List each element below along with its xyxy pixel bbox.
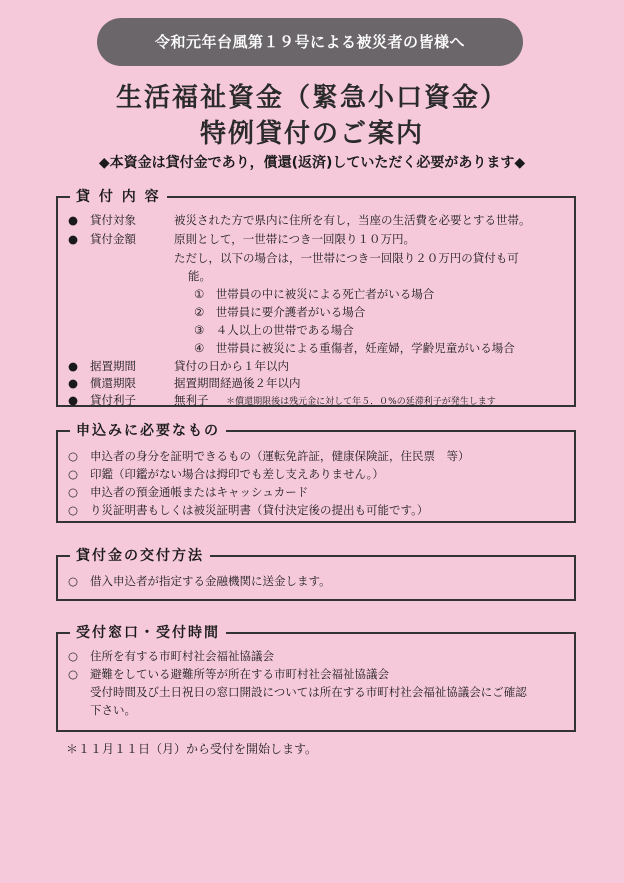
required-items-box (56, 423, 576, 523)
reception-item: ○ 住所を有する市町村社会福祉協議会 (68, 649, 274, 663)
title-line2: 特例貸付のご案内 (199, 119, 424, 149)
title-line1: 生活福祉資金（緊急小口資金） (115, 83, 508, 113)
reception-box (56, 625, 576, 732)
delivery-item: ○ 借入申込者が指定する金融機関に送金します。 (68, 574, 331, 588)
delivery-method-box (56, 548, 576, 601)
delivery-method-heading: 貸付金の交付方法 (70, 545, 210, 565)
reception-note: 下さい。 (90, 703, 136, 717)
loan-row: ● 貸付対象 被災された方で県内に住所を有し，当座の生活費を必要とする世帯。 (68, 213, 531, 227)
banner: 令和元年台風第１９号による被災者の皆様へ (97, 18, 523, 66)
required-item: ○ 申込者の預金通帳またはキャッシュカード (68, 485, 309, 499)
required-item: ○ 印鑑（印鑑がない場合は拇印でも差し支えありません。） (68, 467, 384, 481)
start-date-footnote: ＊１１月１１日（月）から受付を開始します。 (66, 742, 318, 756)
case-item: ④ 世帯員に被災による重傷者，妊産婦，学齢児童がいる場合 (194, 341, 515, 355)
reception-item: ○ 避難をしている避難所等が所在する市町村社会福祉協議会 (68, 667, 389, 681)
required-items-heading: 申込みに必要なもの (70, 420, 226, 440)
loan-row: ● 貸付金額 原則として，一世帯につき一回限り１０万円。 (68, 232, 416, 246)
loan-row-cont: 能。 (188, 269, 211, 283)
interest-note: ＊償還期限後は残元金に対して年５．０%の延滞利子が発生します (226, 397, 496, 407)
reception-note: 受付時間及び土日祝日の窓口開設については所在する市町村社会福祉協議会にご確認 (90, 685, 527, 699)
loan-row: ● 貸付利子 無利子 ＊償還期限後は残元金に対して年５．０%の延滞利子が発生します (68, 393, 496, 407)
loan-details-box (56, 189, 576, 407)
required-item: ○ り災証明書もしくは被災証明書（貸付決定後の提出も可能です。） (68, 503, 429, 517)
loan-details-heading: 貸 付 内 容 (70, 186, 167, 206)
required-item: ○ 申込者の身分を証明できるもの（運転免許証，健康保険証，住民票 等） (68, 449, 470, 463)
loan-row: ● 償還期限 据置期間経過後２年以内 (68, 376, 301, 390)
loan-row: ● 据置期間 貸付の日から１年以内 (68, 359, 289, 373)
case-item: ① 世帯員の中に被災による死亡者がいる場合 (194, 287, 435, 301)
case-item: ② 世帯員に要介護者がいる場合 (194, 305, 366, 319)
reception-heading: 受付窓口・受付時間 (70, 622, 226, 642)
repayment-notice: ◆本資金は貸付金であり，償還(返済)していただく必要があります◆ (98, 155, 526, 171)
case-item: ③ ４人以上の世帯である場合 (194, 323, 354, 337)
loan-row-cont: ただし，以下の場合は，一世帯につき一回限り２０万円の貸付も可 (174, 251, 519, 265)
